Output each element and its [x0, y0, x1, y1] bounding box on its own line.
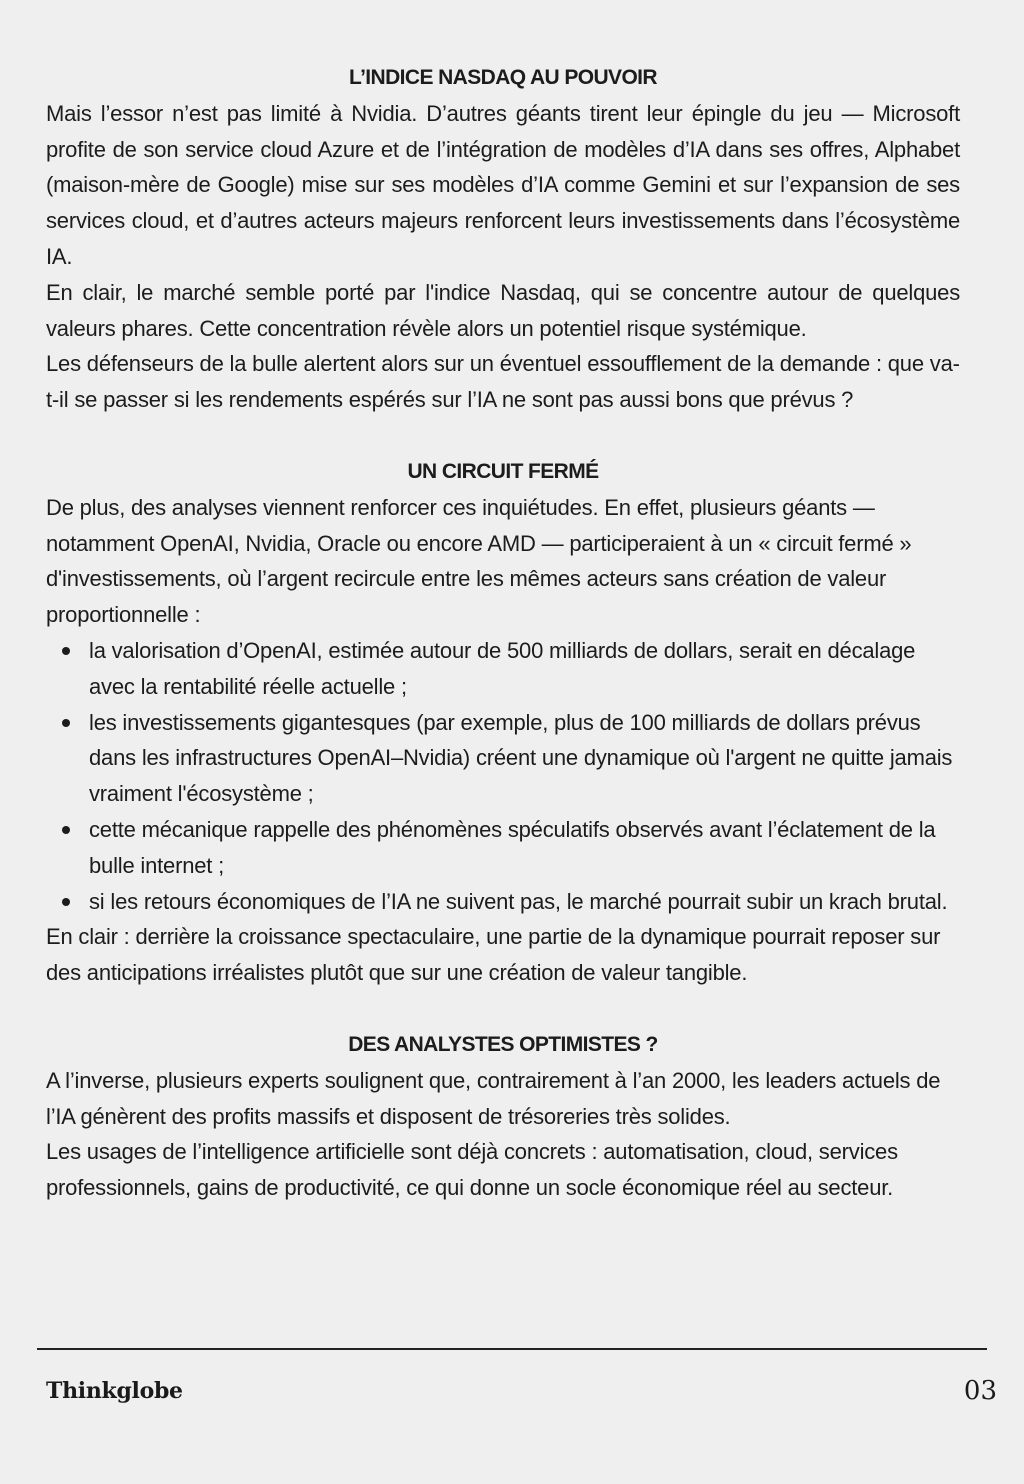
- paragraph: Mais l’essor n’est pas limité à Nvidia. D’autres géants tirent leur épingle du jeu — Microsoft profite de son service cloud Azure et de l’intégration de modèles d’IA dans ses offres, Alphabet (maison-mère de Google) mise sur ses modèles d’IA comme Gemini et sur l’expansion de ses services cloud, et d’autres acteurs majeurs renforcent leurs investissements dans l’écosystème IA.: [46, 100, 960, 269]
- list-item: [46, 884, 960, 920]
- paragraph: A l’inverse, plusieurs experts soulignent que, contrairement à l’an 2000, les leaders actuels de l’IA génèrent des profits massifs et disposent de trésoreries très solides.: [46, 1067, 941, 1129]
- section-circuit-ferme: [46, 454, 960, 991]
- paragraph: Les usages de l’intelligence artificielle sont déjà concrets : automatisation, cloud, services professionnels, gains de productivité, ce qui donne un socle économique réel au secteur.: [46, 1139, 898, 1201]
- section-nasdaq: [46, 60, 960, 418]
- paragraph: De plus, des analyses viennent renforcer ces inquiétudes. En effet, plusieurs géants — notamment OpenAI, Nvidia, Oracle ou encore AMD — participeraient à un « circuit fermé » d'investissements, où l’argent recircule entre les mêmes acteurs sans création de valeur proportionnelle :: [46, 494, 912, 628]
- paragraph: En clair, le marché semble porté par l'indice Nasdaq, qui se concentre autour de quelques valeurs phares. Cette concentration révèle alors un potentiel risque systémique.: [46, 279, 960, 341]
- list-item-text: cette mécanique rappelle des phénomènes spéculatifs observés avant l’éclatement de la bulle internet ;: [89, 816, 936, 878]
- section-heading: UN CIRCUIT FERMÉ: [407, 459, 599, 483]
- bullet-dot-icon: [62, 647, 70, 655]
- list-item-text: la valorisation d’OpenAI, estimée autour de 500 milliards de dollars, serait en décalage avec la rentabilité réelle actuelle ;: [89, 637, 916, 699]
- list-item: [46, 705, 960, 812]
- paragraph: En clair : derrière la croissance spectaculaire, une partie de la dynamique pourrait reposer sur des anticipations irréalistes plutôt que sur une création de valeur tangible.: [46, 924, 941, 986]
- section-spacer: [46, 991, 960, 1027]
- section-heading: DES ANALYSTES OPTIMISTES ?: [348, 1032, 658, 1056]
- bullet-dot-icon: [62, 719, 70, 727]
- footer-brand: Thinkglobe: [46, 1378, 183, 1404]
- bullet-list: [46, 633, 960, 919]
- section-heading: L’INDICE NASDAQ AU POUVOIR: [349, 66, 657, 89]
- bullet-dot-icon: [62, 826, 70, 834]
- footer-divider: [37, 1348, 987, 1350]
- paragraph: Les défenseurs de la bulle alertent alors sur un éventuel essoufflement de la demande : que va-t-il se passer si les rendements espérés sur l’IA ne sont pas aussi bons que prévus ?: [46, 351, 960, 413]
- list-item-text: les investissements gigantesques (par exemple, plus de 100 milliards de dollars prévus dans les infrastructures OpenAI–Nvidia) créent une dynamique où l'argent ne quitte jamais vraiment l'écosystème ;: [89, 709, 953, 807]
- section-spacer: [46, 418, 960, 454]
- page-number: 03: [963, 1376, 997, 1406]
- section-analystes: [46, 1027, 960, 1206]
- list-item-text: si les retours économiques de l’IA ne suivent pas, le marché pourrait subir un krach brutal.: [89, 888, 948, 914]
- list-item: [46, 812, 960, 884]
- list-item: [46, 633, 960, 705]
- bullet-dot-icon: [62, 898, 70, 906]
- article-body: [46, 60, 960, 1206]
